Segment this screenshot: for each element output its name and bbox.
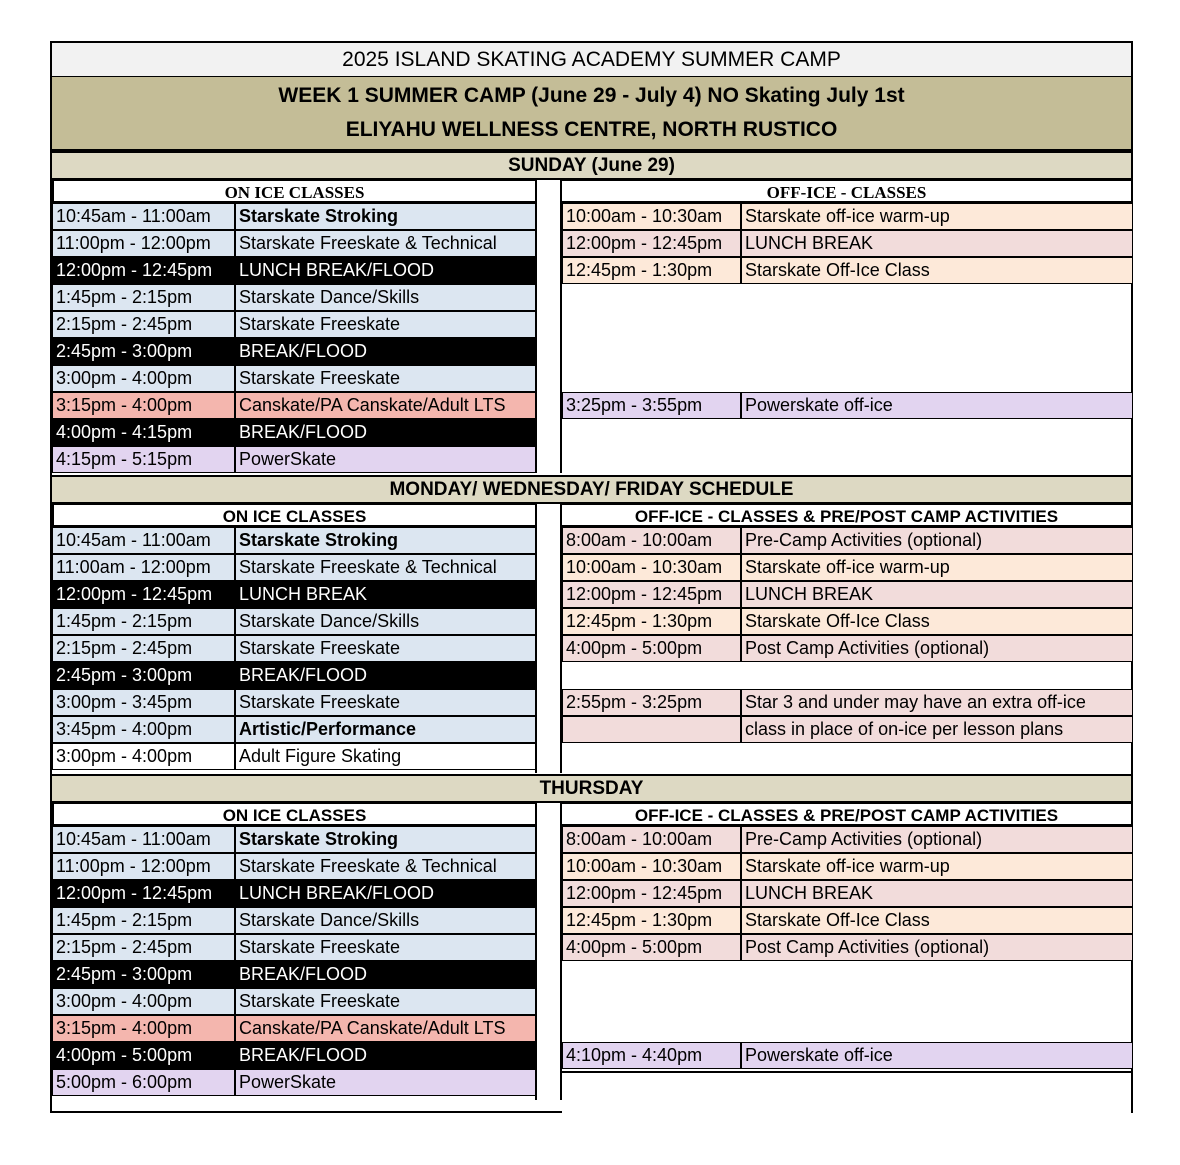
off-ice-activity: Starskate Off-Ice Class	[741, 907, 1133, 934]
off-ice-activity: Powerskate off-ice	[741, 392, 1133, 419]
off-ice-time: 8:00am - 10:00am	[562, 826, 741, 853]
on-ice-activity: Adult Figure Skating	[235, 743, 536, 770]
right-border-end	[1131, 1071, 1133, 1073]
off-ice-activity: Starskate Off-Ice Class	[741, 257, 1133, 284]
on-ice-time: 3:00pm - 4:00pm	[52, 365, 235, 392]
on-ice-activity: BREAK/FLOOD	[235, 338, 536, 365]
off-ice-activity: Post Camp Activities (optional)	[741, 635, 1133, 662]
on-ice-activity: PowerSkate	[235, 1069, 536, 1096]
on-ice-time: 2:15pm - 2:45pm	[52, 635, 235, 662]
off-ice-time: 12:45pm - 1:30pm	[562, 608, 741, 635]
on-ice-time: 1:45pm - 2:15pm	[52, 284, 235, 311]
on-ice-activity: Starskate Stroking	[235, 527, 536, 554]
week-banner-line-2: ELIYAHU WELLNESS CENTRE, NORTH RUSTICO	[345, 118, 838, 141]
on-ice-time: 4:15pm - 5:15pm	[52, 446, 235, 473]
off-ice-time: 12:45pm - 1:30pm	[562, 907, 741, 934]
off-ice-activity: Pre-Camp Activities (optional)	[741, 527, 1133, 554]
off-ice-activity: Star 3 and under may have an extra off-ice	[741, 689, 1133, 716]
on-ice-time: 12:00pm - 12:45pm	[52, 581, 235, 608]
on-ice-activity: Starskate Freeskate	[235, 934, 536, 961]
off-ice-activity: Powerskate off-ice	[741, 1042, 1133, 1069]
off-ice-activity: Starskate off-ice warm-up	[741, 853, 1133, 880]
on-ice-activity: Starskate Dance/Skills	[235, 608, 536, 635]
on-ice-activity: Starskate Stroking	[235, 203, 536, 230]
on-ice-activity: Starskate Freeskate	[235, 635, 536, 662]
on-ice-activity: LUNCH BREAK	[235, 581, 536, 608]
on-ice-activity: Canskate/PA Canskate/Adult LTS	[235, 1015, 536, 1042]
on-ice-activity: Starskate Freeskate & Technical	[235, 230, 536, 257]
off-ice-activity: Starskate Off-Ice Class	[741, 608, 1133, 635]
on-ice-time: 12:00pm - 12:45pm	[52, 257, 235, 284]
on-ice-time: 4:00pm - 4:15pm	[52, 419, 235, 446]
on-ice-time: 11:00pm - 12:00pm	[52, 230, 235, 257]
on-ice-time: 12:00pm - 12:45pm	[52, 880, 235, 907]
on-ice-time: 3:15pm - 4:00pm	[52, 1015, 235, 1042]
off-ice-time: 12:00pm - 12:45pm	[562, 230, 741, 257]
on-ice-header: ON ICE CLASSES	[52, 503, 537, 527]
on-ice-activity: BREAK/FLOOD	[235, 419, 536, 446]
off-ice-time: 3:25pm - 3:55pm	[562, 392, 741, 419]
off-ice-time: 2:55pm - 3:25pm	[562, 689, 741, 716]
on-ice-activity: BREAK/FLOOD	[235, 1042, 536, 1069]
off-ice-activity: Starskate off-ice warm-up	[741, 203, 1133, 230]
on-ice-activity: Starskate Dance/Skills	[235, 284, 536, 311]
on-ice-time: 5:00pm - 6:00pm	[52, 1069, 235, 1096]
on-ice-activity: Starskate Freeskate	[235, 988, 536, 1015]
off-ice-activity: class in place of on-ice per lesson plans	[741, 716, 1133, 743]
off-ice-activity: LUNCH BREAK	[741, 230, 1133, 257]
on-ice-time: 10:45am - 11:00am	[52, 826, 235, 853]
off-ice-time: 8:00am - 10:00am	[562, 527, 741, 554]
week-banner	[50, 77, 1133, 151]
off-ice-time: 12:00pm - 12:45pm	[562, 880, 741, 907]
on-ice-time: 10:45am - 11:00am	[52, 203, 235, 230]
off-ice-header: OFF-ICE - CLASSES & PRE/POST CAMP ACTIVITIES	[560, 802, 1133, 826]
on-ice-activity: BREAK/FLOOD	[235, 961, 536, 988]
on-ice-time: 2:15pm - 2:45pm	[52, 934, 235, 961]
on-ice-time: 3:00pm - 3:45pm	[52, 689, 235, 716]
on-ice-activity: BREAK/FLOOD	[235, 662, 536, 689]
on-ice-time: 11:00pm - 12:00pm	[52, 853, 235, 880]
on-ice-time: 2:45pm - 3:00pm	[52, 961, 235, 988]
on-ice-activity: Starskate Freeskate	[235, 311, 536, 338]
on-ice-time: 2:45pm - 3:00pm	[52, 662, 235, 689]
on-ice-time: 3:45pm - 4:00pm	[52, 716, 235, 743]
off-ice-time	[562, 716, 741, 743]
on-ice-activity: Starskate Freeskate	[235, 365, 536, 392]
day-header: MONDAY/ WEDNESDAY/ FRIDAY SCHEDULE	[50, 475, 1133, 504]
off-ice-time: 4:10pm - 4:40pm	[562, 1042, 741, 1069]
off-ice-time: 12:45pm - 1:30pm	[562, 257, 741, 284]
on-ice-header: ON ICE CLASSES	[52, 179, 537, 203]
off-ice-time: 10:00am - 10:30am	[562, 853, 741, 880]
page-title: 2025 ISLAND SKATING ACADEMY SUMMER CAMP	[50, 41, 1133, 78]
day-header: SUNDAY (June 29)	[50, 151, 1133, 180]
off-ice-time: 12:00pm - 12:45pm	[562, 581, 741, 608]
on-ice-activity: Starskate Freeskate & Technical	[235, 554, 536, 581]
off-ice-time: 10:00am - 10:30am	[562, 203, 741, 230]
on-ice-time: 3:15pm - 4:00pm	[52, 392, 235, 419]
off-ice-header: OFF-ICE - CLASSES & PRE/POST CAMP ACTIVITIES	[560, 503, 1133, 527]
off-ice-bottom-line	[560, 1071, 1133, 1073]
week-banner-line-1: WEEK 1 SUMMER CAMP (June 29 - July 4) NO Skating July 1st	[278, 84, 905, 107]
on-ice-activity: Canskate/PA Canskate/Adult LTS	[235, 392, 536, 419]
off-ice-time: 4:00pm - 5:00pm	[562, 934, 741, 961]
off-ice-time: 4:00pm - 5:00pm	[562, 635, 741, 662]
on-ice-time: 3:00pm - 4:00pm	[52, 988, 235, 1015]
on-ice-time: 1:45pm - 2:15pm	[52, 608, 235, 635]
on-ice-time: 11:00am - 12:00pm	[52, 554, 235, 581]
table-bottom-line	[50, 1111, 562, 1113]
on-ice-activity: Artistic/Performance	[235, 716, 536, 743]
on-ice-header: ON ICE CLASSES	[52, 802, 537, 826]
day-header: THURSDAY	[50, 774, 1133, 803]
on-ice-activity: Starskate Freeskate & Technical	[235, 853, 536, 880]
on-ice-time: 2:45pm - 3:00pm	[52, 338, 235, 365]
off-ice-header: OFF-ICE - CLASSES	[560, 179, 1133, 203]
on-ice-time: 4:00pm - 5:00pm	[52, 1042, 235, 1069]
on-ice-activity: Starskate Freeskate	[235, 689, 536, 716]
on-ice-activity: LUNCH BREAK/FLOOD	[235, 257, 536, 284]
on-ice-activity: Starskate Dance/Skills	[235, 907, 536, 934]
off-ice-activity: LUNCH BREAK	[741, 880, 1133, 907]
off-ice-activity: Pre-Camp Activities (optional)	[741, 826, 1133, 853]
off-ice-time: 10:00am - 10:30am	[562, 554, 741, 581]
on-ice-time: 2:15pm - 2:45pm	[52, 311, 235, 338]
off-ice-activity: Starskate off-ice warm-up	[741, 554, 1133, 581]
off-ice-activity: LUNCH BREAK	[741, 581, 1133, 608]
on-ice-activity: Starskate Stroking	[235, 826, 536, 853]
on-ice-activity: LUNCH BREAK/FLOOD	[235, 880, 536, 907]
on-ice-time: 3:00pm - 4:00pm	[52, 743, 235, 770]
on-ice-activity: PowerSkate	[235, 446, 536, 473]
off-ice-activity: Post Camp Activities (optional)	[741, 934, 1133, 961]
on-ice-time: 1:45pm - 2:15pm	[52, 907, 235, 934]
on-ice-time: 10:45am - 11:00am	[52, 527, 235, 554]
